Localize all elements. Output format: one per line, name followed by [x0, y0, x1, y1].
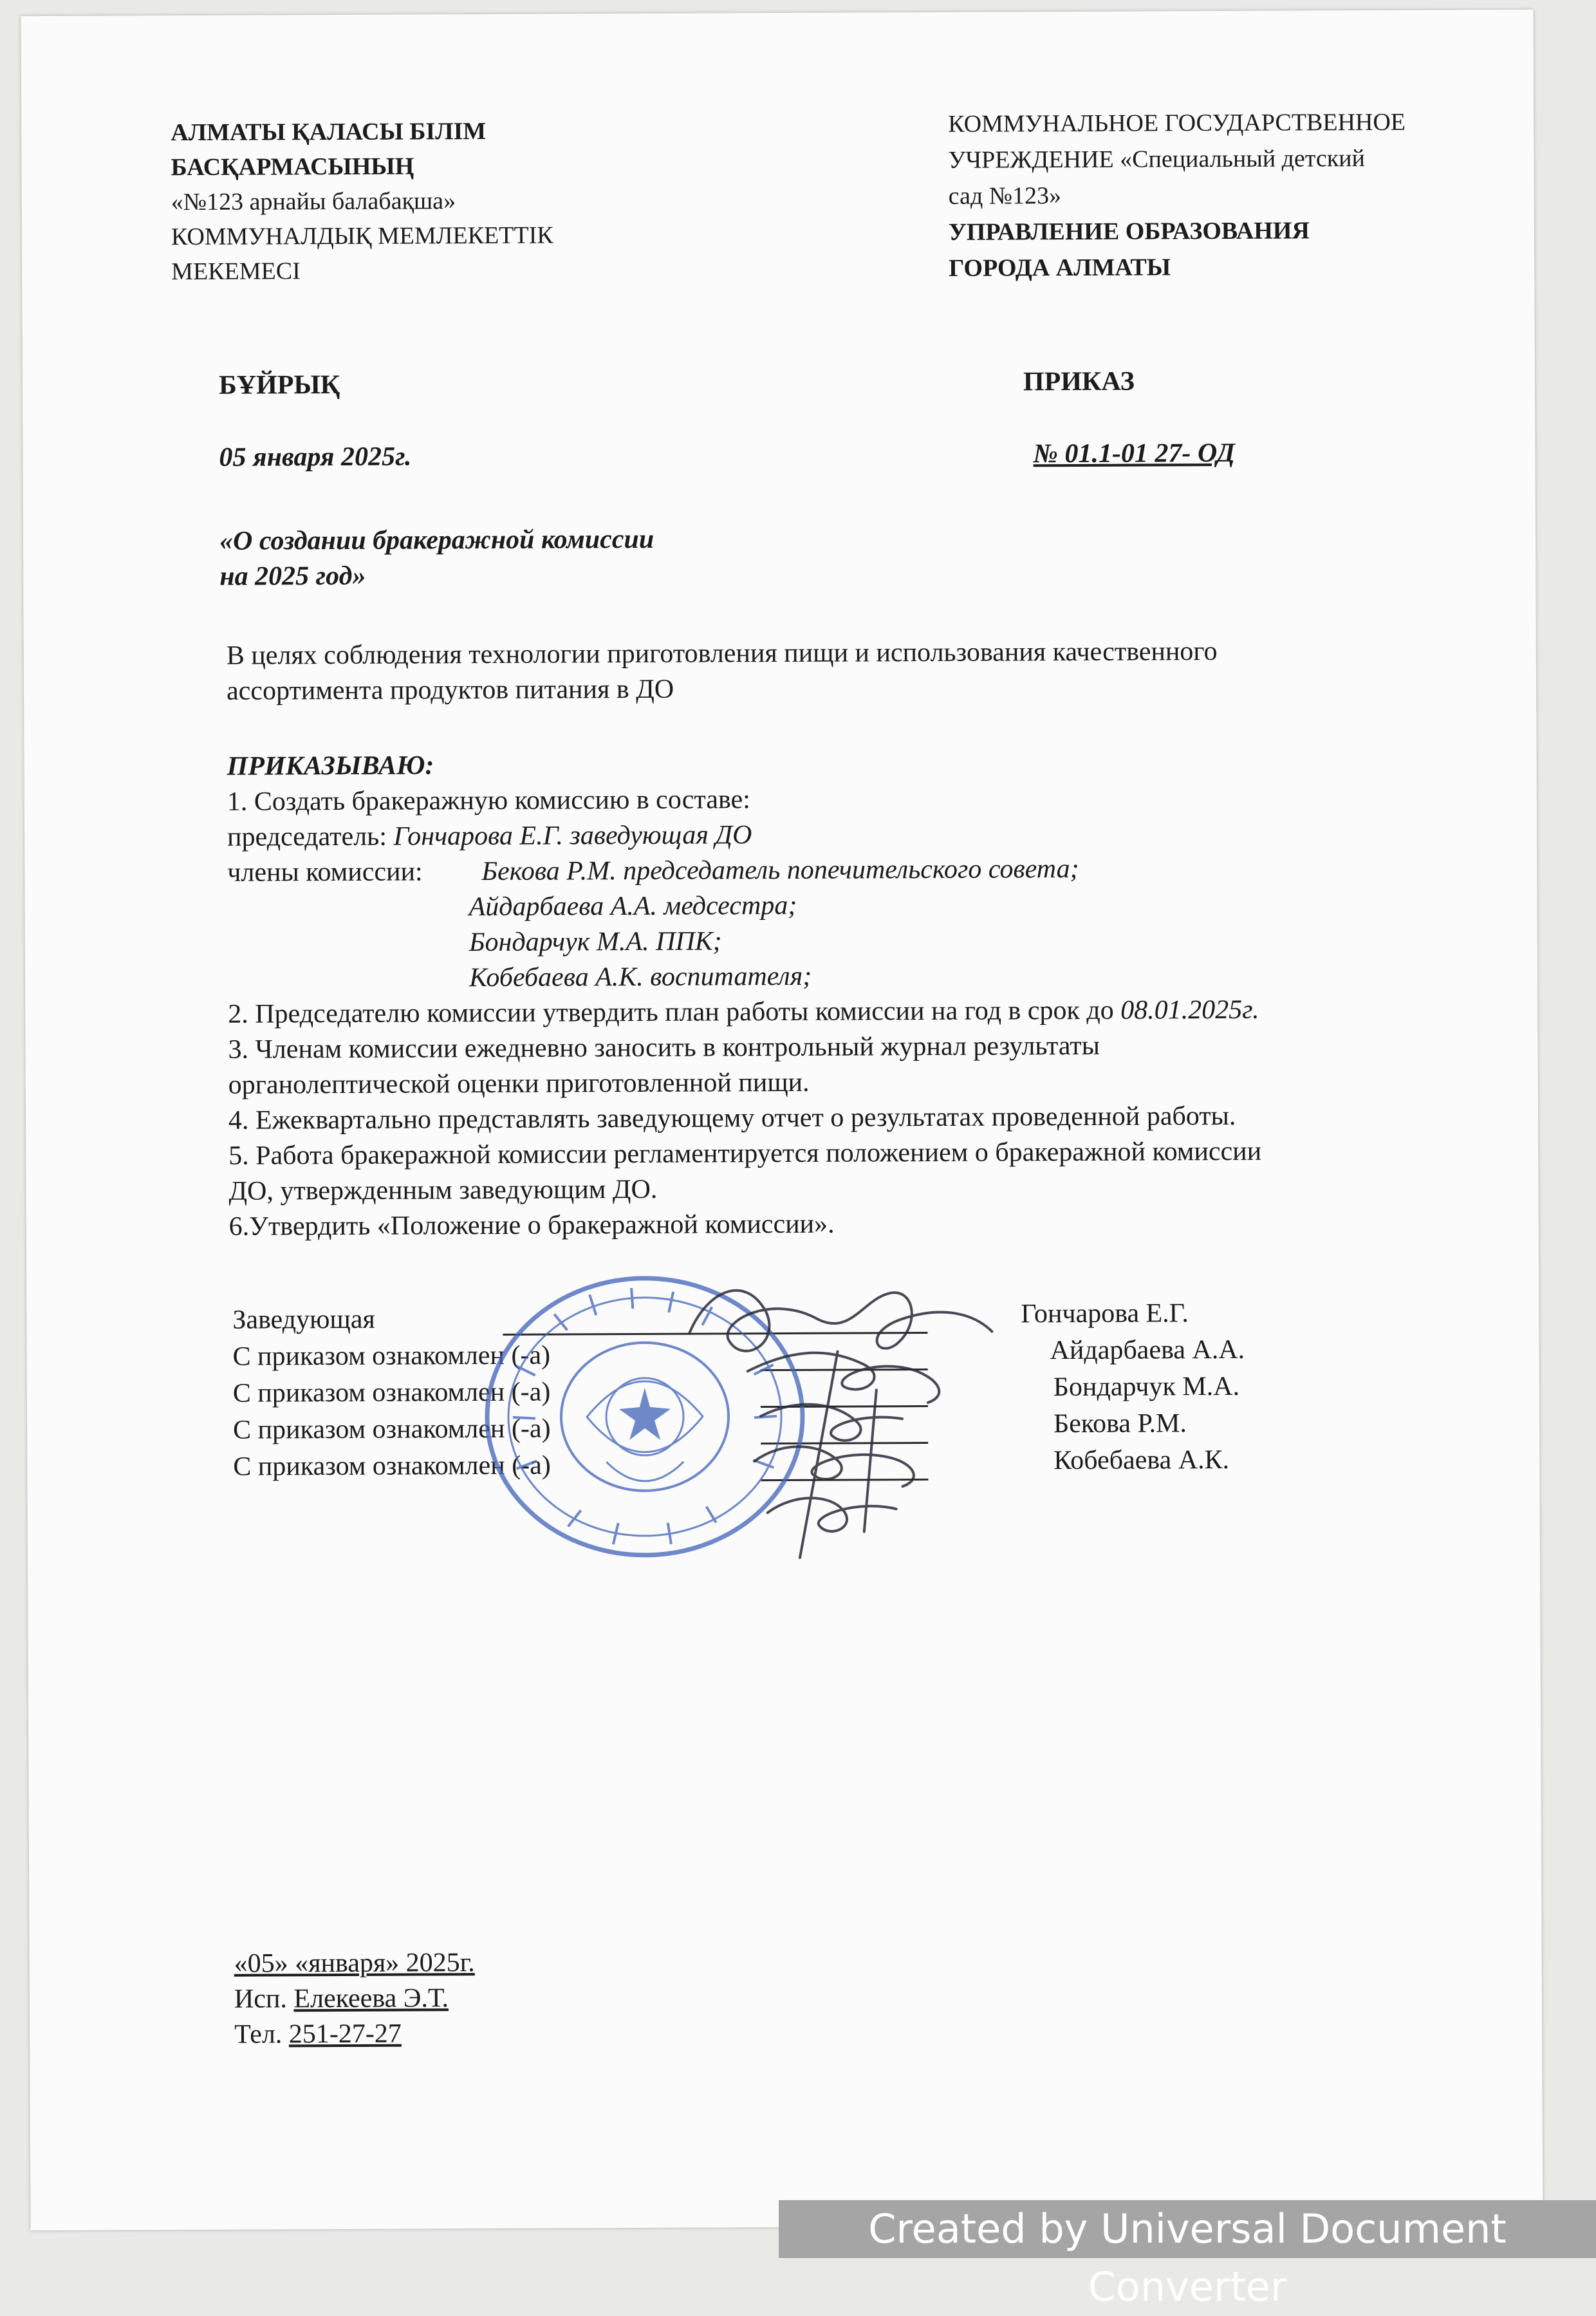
document-page — [21, 10, 1543, 2230]
ack-label-2: С приказом ознакомлен (-а) — [232, 1377, 551, 1408]
header-kz-line2: БАСҚАРМАСЫНЫҢ — [171, 153, 414, 182]
item-3-line1: 3. Членам комиссии ежедневно заносить в контрольный журнал результаты — [228, 1031, 1100, 1065]
footer-phone — [234, 2017, 402, 2053]
item-1: 1. Создать бракеражную комиссию в составе: — [227, 785, 750, 817]
executor-name: Елекеева Э.Т. — [293, 1983, 449, 2014]
header-ru-line2: УЧРЕЖДЕНИЕ «Специальный детский — [948, 145, 1366, 174]
member-3: Бондарчук М.А. ППК; — [469, 926, 722, 958]
item-6: 6.Утвердить «Положение о бракеражной комиссии». — [228, 1209, 835, 1242]
subject-line1: «О создании бракеражной комиссии — [219, 524, 654, 556]
member-1: Бекова Р.М. председатель попечительского совета; — [481, 854, 1079, 887]
header-ru-line4: УПРАВЛЕНИЕ ОБРАЗОВАНИЯ — [948, 217, 1310, 246]
preamble-line1: В целях соблюдения технологии приготовления пищи и использования качественного — [226, 637, 1218, 671]
header-kz-line1: АЛМАТЫ ҚАЛАСЫ БІЛІМ — [171, 117, 487, 147]
header-kz-line4: КОММУНАЛДЫҚ МЕМЛЕКЕТТІК — [171, 221, 553, 251]
member-4: Кобебаева А.К. воспитателя; — [469, 961, 812, 993]
ack-name-1: Айдарбаева А.А. — [1050, 1334, 1245, 1366]
item-5-line2: ДО, утвержденным заведующим ДО. — [228, 1174, 658, 1206]
member-2: Айдарбаева А.А. медсестра; — [469, 890, 797, 922]
item-2-text: 2. Председателю комиссии утвердить план работы комиссии на год в срок до — [228, 995, 1121, 1029]
ack-label-1: С приказом ознакомлен (-а) — [232, 1340, 551, 1372]
header-kz-line5: МЕКЕМЕСІ — [171, 257, 301, 286]
order-word: ПРИКАЗЫВАЮ: — [227, 751, 434, 781]
footer-date: «05» «января» 2025г. — [234, 1948, 475, 1979]
ack-label-3: С приказом ознакомлен (-а) — [232, 1414, 551, 1445]
header-ru-line3: сад №123» — [948, 182, 1062, 210]
members-label: члены комиссии: — [227, 857, 423, 888]
footer-executor — [234, 1981, 449, 2017]
item-5-line1: 5. Работа бракеражной комиссии регламентируется положением о бракеражной комиссии — [228, 1136, 1262, 1171]
head-label: Заведующая — [232, 1304, 375, 1335]
chair-value: Гончарова Е.Г. заведующая ДО — [393, 820, 752, 852]
subject-line2: на 2025 год» — [219, 561, 366, 592]
doc-type-kz: БҰЙРЫҚ — [218, 369, 340, 400]
order-date: 05 января 2025г. — [219, 442, 412, 472]
ack-name-3: Бекова Р.М. — [1053, 1408, 1187, 1439]
item-4: 4. Ежеквартально представлять заведующему отчет о результатах проведенной работы. — [228, 1101, 1236, 1135]
chair-label: председатель: — [227, 821, 394, 852]
ack-name-2: Бондарчук М.А. — [1053, 1371, 1240, 1403]
handwritten-signatures — [670, 1273, 1006, 1583]
doc-type-ru: ПРИКАЗ — [1023, 366, 1135, 397]
executor-label: Исп. — [234, 1984, 294, 2014]
chair-line — [227, 817, 752, 855]
converter-watermark: Created by Universal Document Converter — [779, 2200, 1596, 2258]
item-2 — [228, 993, 1259, 1032]
header-ru-line5: ГОРОДА АЛМАТЫ — [949, 254, 1171, 282]
ack-name-4: Кобебаева А.К. — [1053, 1444, 1230, 1476]
item-3-line2: органолептической оценки приготовленной пищи. — [228, 1067, 810, 1100]
order-number: № 01.1-01 27- ОД — [1033, 438, 1235, 469]
preamble-line2: ассортимента продуктов питания в ДО — [226, 674, 674, 706]
head-name: Гончарова Е.Г. — [1021, 1298, 1189, 1329]
item-2-date: 08.01.2025г. — [1120, 995, 1259, 1025]
ack-label-4: С приказом ознакомлен (-а) — [233, 1450, 551, 1482]
phone-number: 251-27-27 — [288, 2019, 402, 2050]
phone-label: Тел. — [234, 2019, 289, 2050]
header-ru-line1: КОММУНАЛЬНОЕ ГОСУДАРСТВЕННОЕ — [948, 108, 1406, 138]
header-kz-line3: «№123 арнайы балабақша» — [171, 187, 456, 216]
